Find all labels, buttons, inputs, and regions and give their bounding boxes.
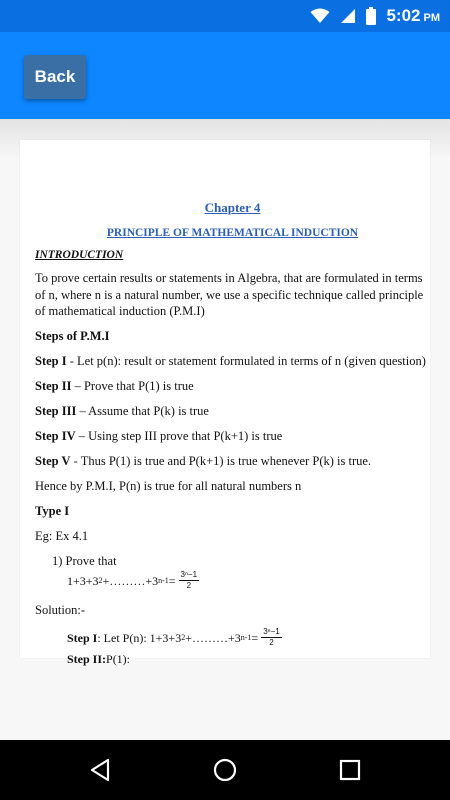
status-time-group [386,6,440,26]
intro-paragraph: To prove certain results or statements in Algebra, that are formulated in terms of n, where n is a natural number, we use a specific technique called principle of mathematical induction (P.M.I) [35,271,424,318]
step-label: Step I [35,354,67,368]
wifi-icon [310,8,330,24]
chapter-heading: Chapter 4 [204,200,261,215]
step-1 [35,353,426,369]
step-text: - Let p(n): result or statement formulated in terms of n (given question) [66,354,426,368]
status-ampm: PM [423,12,440,24]
step-label: Step IV [35,429,76,443]
status-bar [0,0,450,32]
step-label: Step II [35,379,72,393]
step-label: Step III [35,404,77,418]
solution-step-2: Step II: P(1): [67,652,131,666]
home-circle-icon [213,758,237,782]
step-3 [35,403,209,419]
problem-equation: 1+3+3 2 +………+3 n-1 = $\frac{\text{3ⁿ−1}}{2}$ [67,570,198,590]
step-text: – Assume that P(k) is true [76,404,209,418]
conclusion-text: Hence by P.M.I, P(n) is true for all natural numbers n [35,479,302,493]
step-2 [35,378,194,394]
back-button[interactable]: Back [24,55,86,99]
step-5 [35,453,371,469]
recents-square-icon [339,759,361,781]
battery-icon [366,7,376,25]
step-text: – Prove that P(1) is true [71,379,194,393]
status-icons [310,6,440,26]
solution-step-1: Step I : Let P(n): 1+3+3 2 +………+3 n-1 = $\frac{\text{3ⁿ−1}}{2}$ [67,627,280,647]
fraction: $\frac{\text{3ⁿ−1}}{2}$ [180,570,198,590]
step-text: - Thus P(1) is true and P(k+1) is true whenever P(k) is true. [70,454,372,468]
content-area[interactable] [0,119,450,740]
back-triangle-icon [89,758,111,782]
type-heading: Type I [35,504,70,518]
intro-heading: INTRODUCTION [35,249,124,261]
status-time: 5:02 [386,6,421,25]
navigation-bar [0,740,450,800]
example-ref: Eg: Ex 4.1 [35,529,89,543]
steps-heading: Steps of P.M.I [35,329,110,343]
fraction: $\frac{\text{3ⁿ−1}}{2}$ [263,627,280,647]
step-4 [35,428,282,444]
document-page[interactable] [20,140,430,666]
signal-icon [340,8,356,24]
nav-home-button[interactable] [210,755,240,785]
step-label: Step V [35,454,71,468]
chapter-title: PRINCIPLE OF MATHEMATICAL INDUCTION [106,227,359,239]
step-text: – Using step III prove that P(k+1) is true [75,429,283,443]
problem-label: 1) Prove that [52,554,117,568]
nav-back-button[interactable] [85,755,115,785]
app-bar [0,32,450,119]
nav-recents-button[interactable] [335,755,365,785]
solution-label: Solution:- [35,603,86,617]
